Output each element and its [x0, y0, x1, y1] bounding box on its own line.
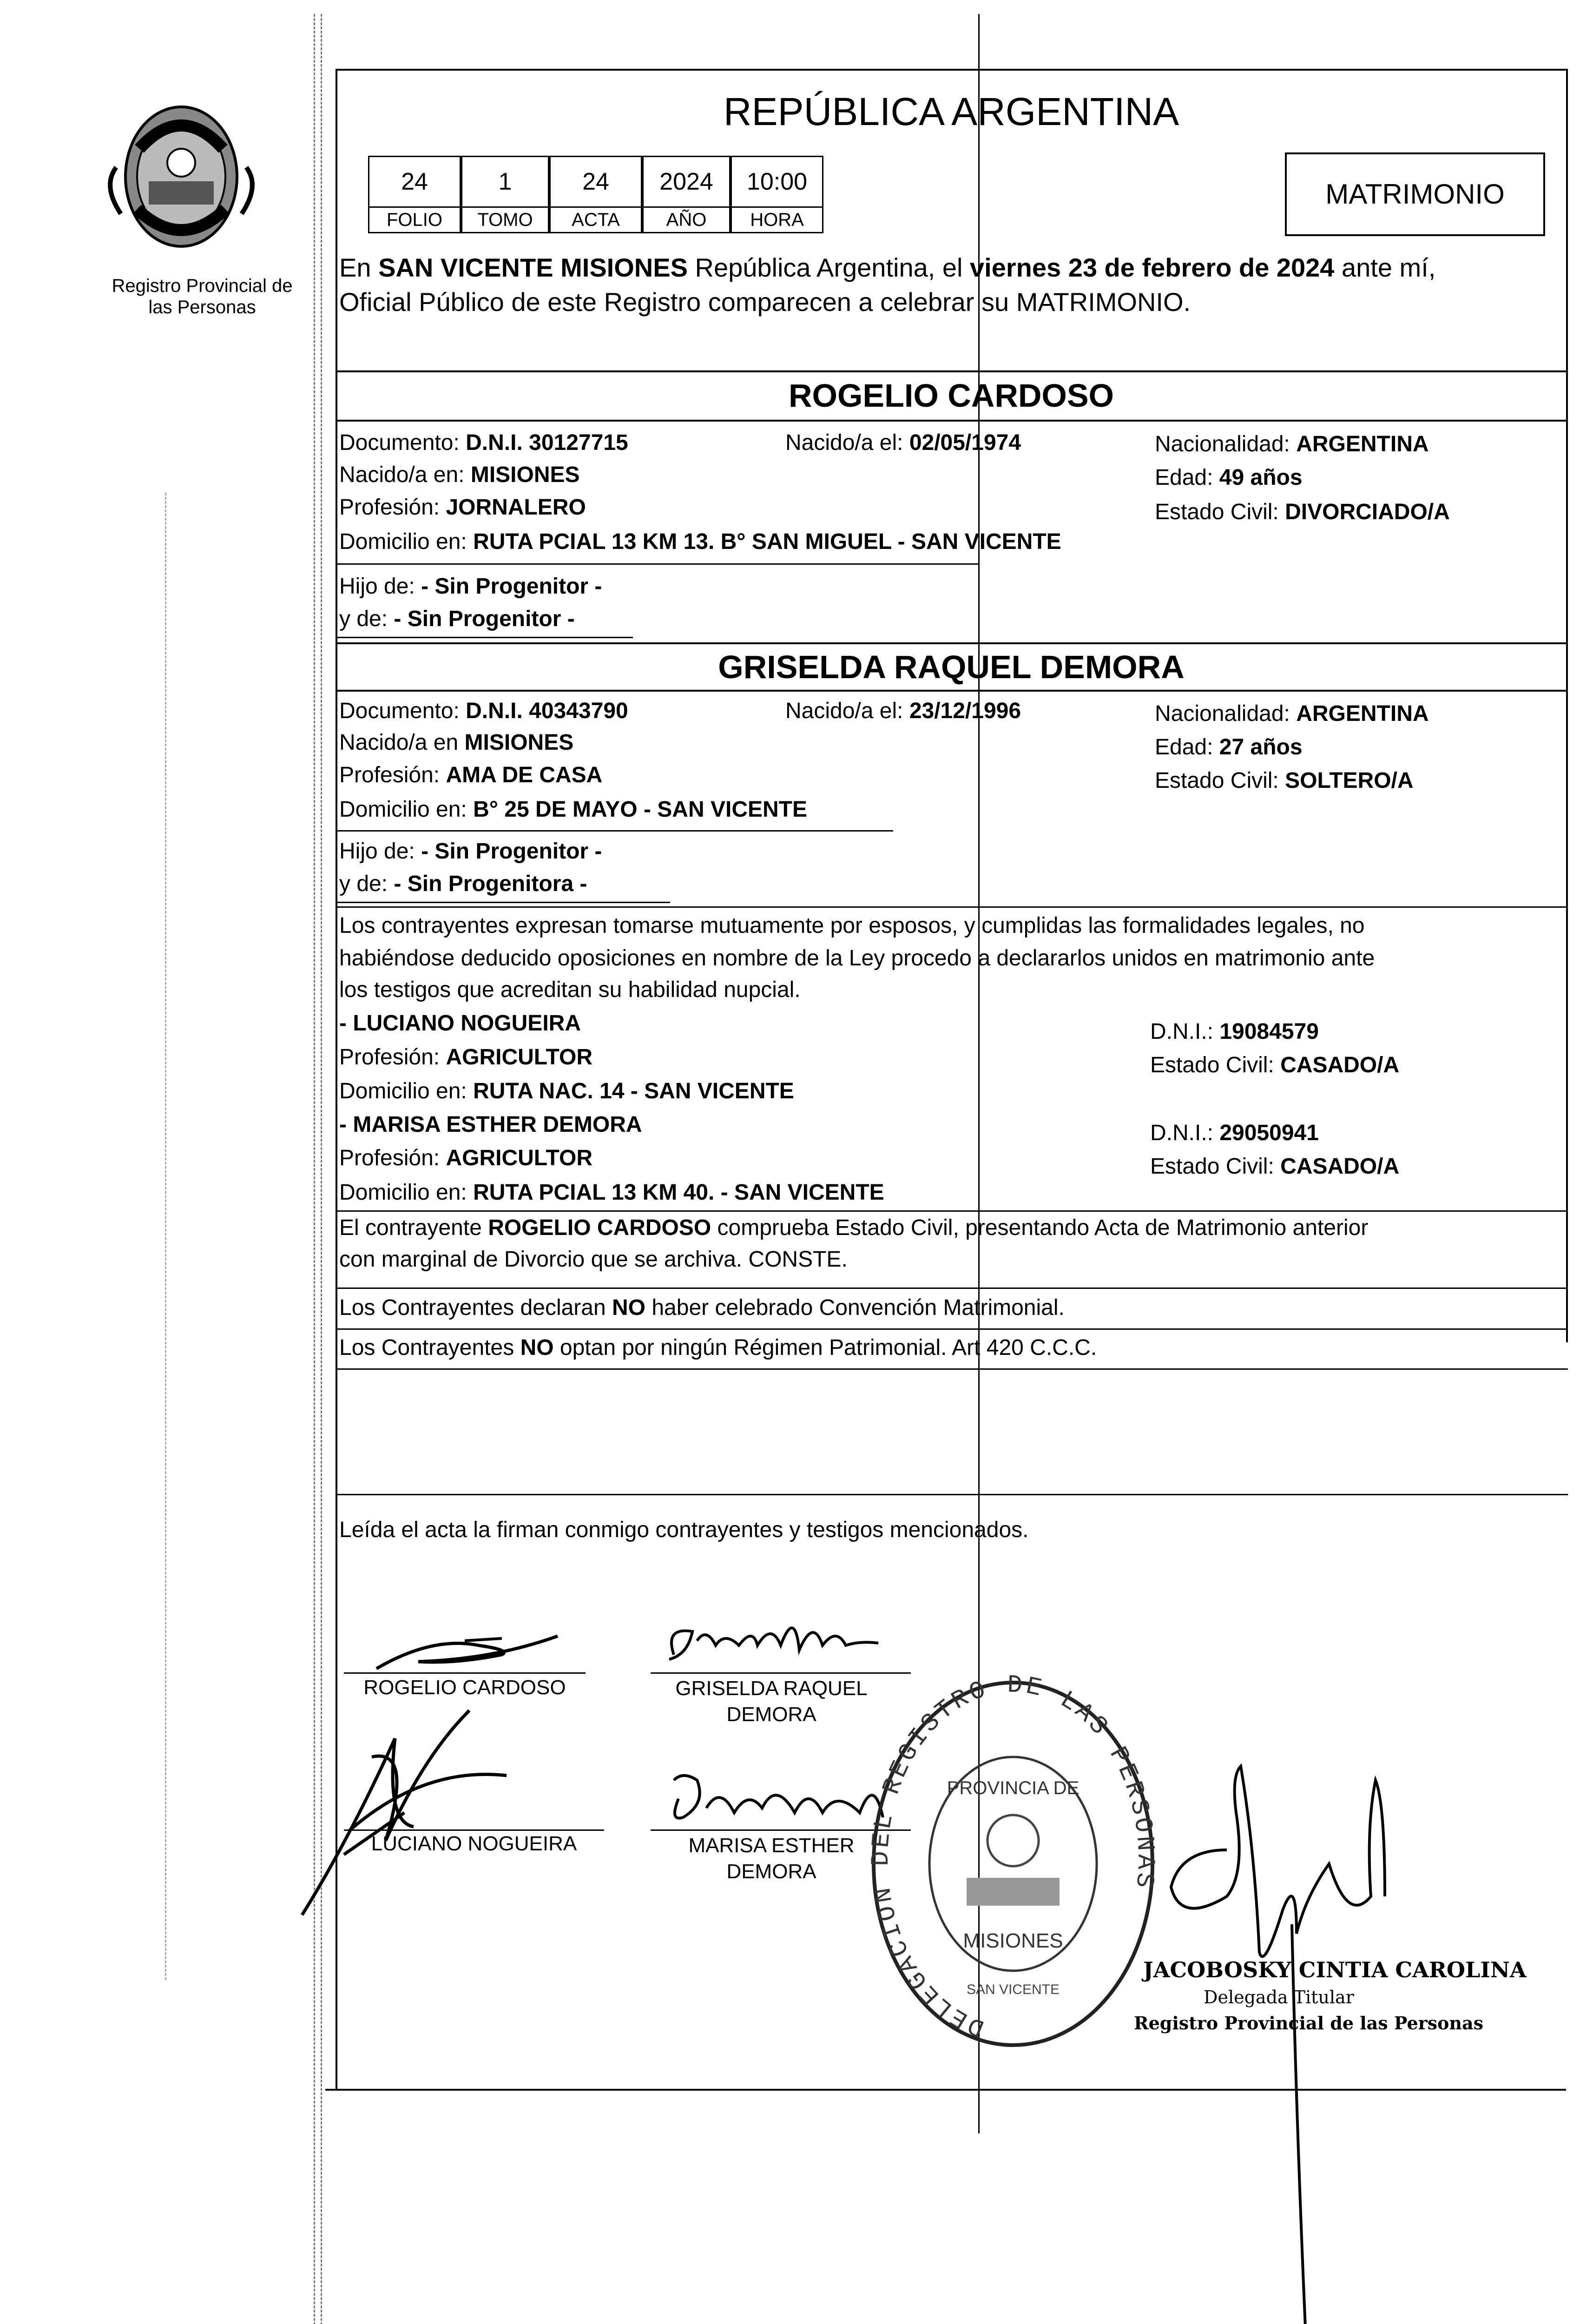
anio-value: 2024 [642, 156, 731, 208]
svg-text:DELEGACION DEL REGISTRO DE LAS: DELEGACION DEL REGISTRO DE LAS PERSONAS [867, 1673, 1159, 2042]
tomo-value: 1 [461, 156, 549, 208]
signature-griselda [660, 1599, 929, 1673]
note-1-line-1: El contrayente ROGELIO CARDOSO comprueba Estado Civil, presentando Acta de Matrimonio anterior [339, 1215, 1369, 1240]
hora-label: HORA [731, 206, 823, 233]
bride-father: Hijo de: - Sin Progenitor - [339, 839, 602, 864]
bride-nationality: Nacionalidad: ARGENTINA [1155, 701, 1429, 726]
divider [336, 830, 893, 832]
registry-seal-stamp [864, 1673, 1162, 2054]
signer-rogelio: ROGELIO CARDOSO [363, 1676, 566, 1699]
margin-dashed-line-2 [321, 14, 323, 2324]
country-title: REPÚBLICA ARGENTINA [723, 90, 1179, 133]
declaration-line-3: los testigos que acreditan su habilidad nupcial. [339, 977, 801, 1002]
groom-nationality: Nacionalidad: ARGENTINA [1155, 432, 1429, 456]
groom-father: Hijo de: - Sin Progenitor - [339, 574, 602, 599]
witness-2-name: - MARISA ESTHER DEMORA [339, 1112, 642, 1137]
act-type-box: MATRIMONIO [1285, 152, 1545, 236]
witness-1-profession: Profesión: AGRICULTOR [339, 1045, 592, 1070]
registry-boxes [368, 156, 828, 235]
bride-mother: y de: - Sin Progenitora - [339, 872, 587, 896]
groom-address: Domicilio en: RUTA PCIAL 13 KM 13. B° SAN MIGUEL - SAN VICENTE [339, 529, 1061, 554]
province-logo [88, 93, 274, 260]
groom-profession: Profesión: JORNALERO [339, 495, 586, 520]
hora-value: 10:00 [731, 156, 823, 208]
left-margin-mark [165, 493, 168, 1980]
folio-value: 24 [368, 156, 461, 208]
note-1-line-2: con marginal de Divorcio que se archiva. CONSTE. [339, 1247, 848, 1272]
witness-1-civil-status: Estado Civil: CASADO/A [1150, 1053, 1400, 1077]
institution-label: Registro Provincial de las Personas [112, 276, 293, 317]
witness-2-profession: Profesión: AGRICULTOR [339, 1146, 592, 1170]
divider [336, 563, 978, 565]
signature-rogelio [362, 1618, 576, 1678]
groom-birthplace: Nacido/a en: MISIONES [339, 462, 580, 487]
witness-1-name: - LUCIANO NOGUEIRA [339, 1011, 581, 1036]
signature-luciano [293, 1701, 553, 1924]
tomo-label: TOMO [461, 206, 549, 233]
signer-griselda-line-1: GRISELDA RAQUEL [675, 1677, 868, 1700]
divider [336, 1210, 1568, 1212]
groom-age: Edad: 49 años [1155, 465, 1303, 490]
svg-text:SAN VICENTE: SAN VICENTE [966, 1982, 1060, 1997]
signer-luciano: LUCIANO NOGUEIRA [371, 1832, 577, 1855]
signer-griselda-line-2: DEMORA [726, 1703, 816, 1726]
frame-right-border [1566, 69, 1568, 1342]
margin-dashed-line [314, 14, 316, 2324]
frame-top-border [336, 69, 1568, 71]
svg-text:MISIONES: MISIONES [963, 1929, 1063, 1952]
divider [336, 1494, 1568, 1495]
groom-birthdate: Nacido/a el: 02/05/1974 [785, 430, 1021, 455]
groom-civil-status: Estado Civil: DIVORCIADO/A [1155, 500, 1450, 524]
divider [336, 1328, 1568, 1330]
note-2: Los Contrayentes declaran NO haber celebrado Convención Matrimonial. [339, 1295, 1065, 1320]
bride-document: Documento: D.N.I. 40343790 [339, 699, 628, 723]
signature-line [344, 1829, 604, 1831]
bride-name-heading: GRISELDA RAQUEL DEMORA [718, 649, 1185, 685]
witness-2-address: Domicilio en: RUTA PCIAL 13 KM 40. - SAN VICENTE [339, 1180, 884, 1205]
groom-document: Documento: D.N.I. 30127715 [339, 430, 628, 455]
divider [336, 1287, 1568, 1289]
bride-birthdate: Nacido/a el: 23/12/1996 [785, 699, 1021, 723]
folio-label: FOLIO [368, 206, 461, 233]
official-name: JACOBOSKY CINTIA CAROLINA [1143, 1957, 1527, 1982]
svg-text:PROVINCIA DE: PROVINCIA DE [947, 1778, 1080, 1798]
intro-line-2: Oficial Público de este Registro comparecen a celebrar su MATRIMONIO. [339, 287, 1191, 317]
declaration-line-1: Los contrayentes expresan tomarse mutuamente por esposos, y cumplidas las formalidades legales, no [339, 913, 1365, 938]
anio-label: AÑO [642, 206, 731, 233]
witness-1-dni: D.N.I.: 19084579 [1150, 1019, 1319, 1044]
signer-marisa-line-2: DEMORA [726, 1860, 816, 1883]
signature-line [344, 1672, 586, 1674]
closing-statement: Leída el acta la firman conmigo contrayentes y testigos mencionados. [339, 1518, 1029, 1542]
divider [336, 1368, 1568, 1370]
groom-mother: y de: - Sin Progenitor - [339, 607, 575, 631]
witness-2-dni: D.N.I.: 29050941 [1150, 1121, 1319, 1145]
bride-civil-status: Estado Civil: SOLTERO/A [1155, 768, 1414, 793]
declaration-line-2: habiéndose deducido oposiciones en nombre de la Ley procedo a declararlos unidos en matrimonio ante [339, 946, 1375, 971]
bride-age: Edad: 27 años [1155, 735, 1303, 759]
note-3: Los Contrayentes NO optan por ningún Régimen Patrimonial. Art 420 C.C.C. [339, 1335, 1097, 1360]
divider [336, 642, 1568, 644]
signer-marisa-line-1: MARISA ESTHER [688, 1834, 855, 1857]
groom-name-heading: ROGELIO CARDOSO [788, 377, 1114, 414]
divider [336, 370, 1568, 372]
witness-1-address: Domicilio en: RUTA NAC. 14 - SAN VICENTE [339, 1079, 794, 1103]
underline [336, 902, 670, 903]
signature-official [1152, 1757, 1478, 2324]
bride-address: Domicilio en: B° 25 DE MAYO - SAN VICENTE [339, 797, 807, 822]
divider [336, 906, 1568, 908]
divider [336, 690, 1568, 692]
official-role: Delegada Titular [1204, 1987, 1354, 2007]
acta-value: 24 [549, 156, 642, 208]
official-office: Registro Provincial de las Personas [1134, 2013, 1484, 2034]
acta-label: ACTA [549, 206, 642, 233]
bride-birthplace: Nacido/a en MISIONES [339, 730, 574, 755]
underline [336, 637, 633, 638]
witness-2-civil-status: Estado Civil: CASADO/A [1150, 1154, 1400, 1179]
bride-profession: Profesión: AMA DE CASA [339, 763, 603, 787]
intro-line-1: En SAN VICENTE MISIONES República Argentina, el viernes 23 de febrero de 2024 ante mí, [339, 253, 1436, 282]
divider [336, 420, 1568, 422]
